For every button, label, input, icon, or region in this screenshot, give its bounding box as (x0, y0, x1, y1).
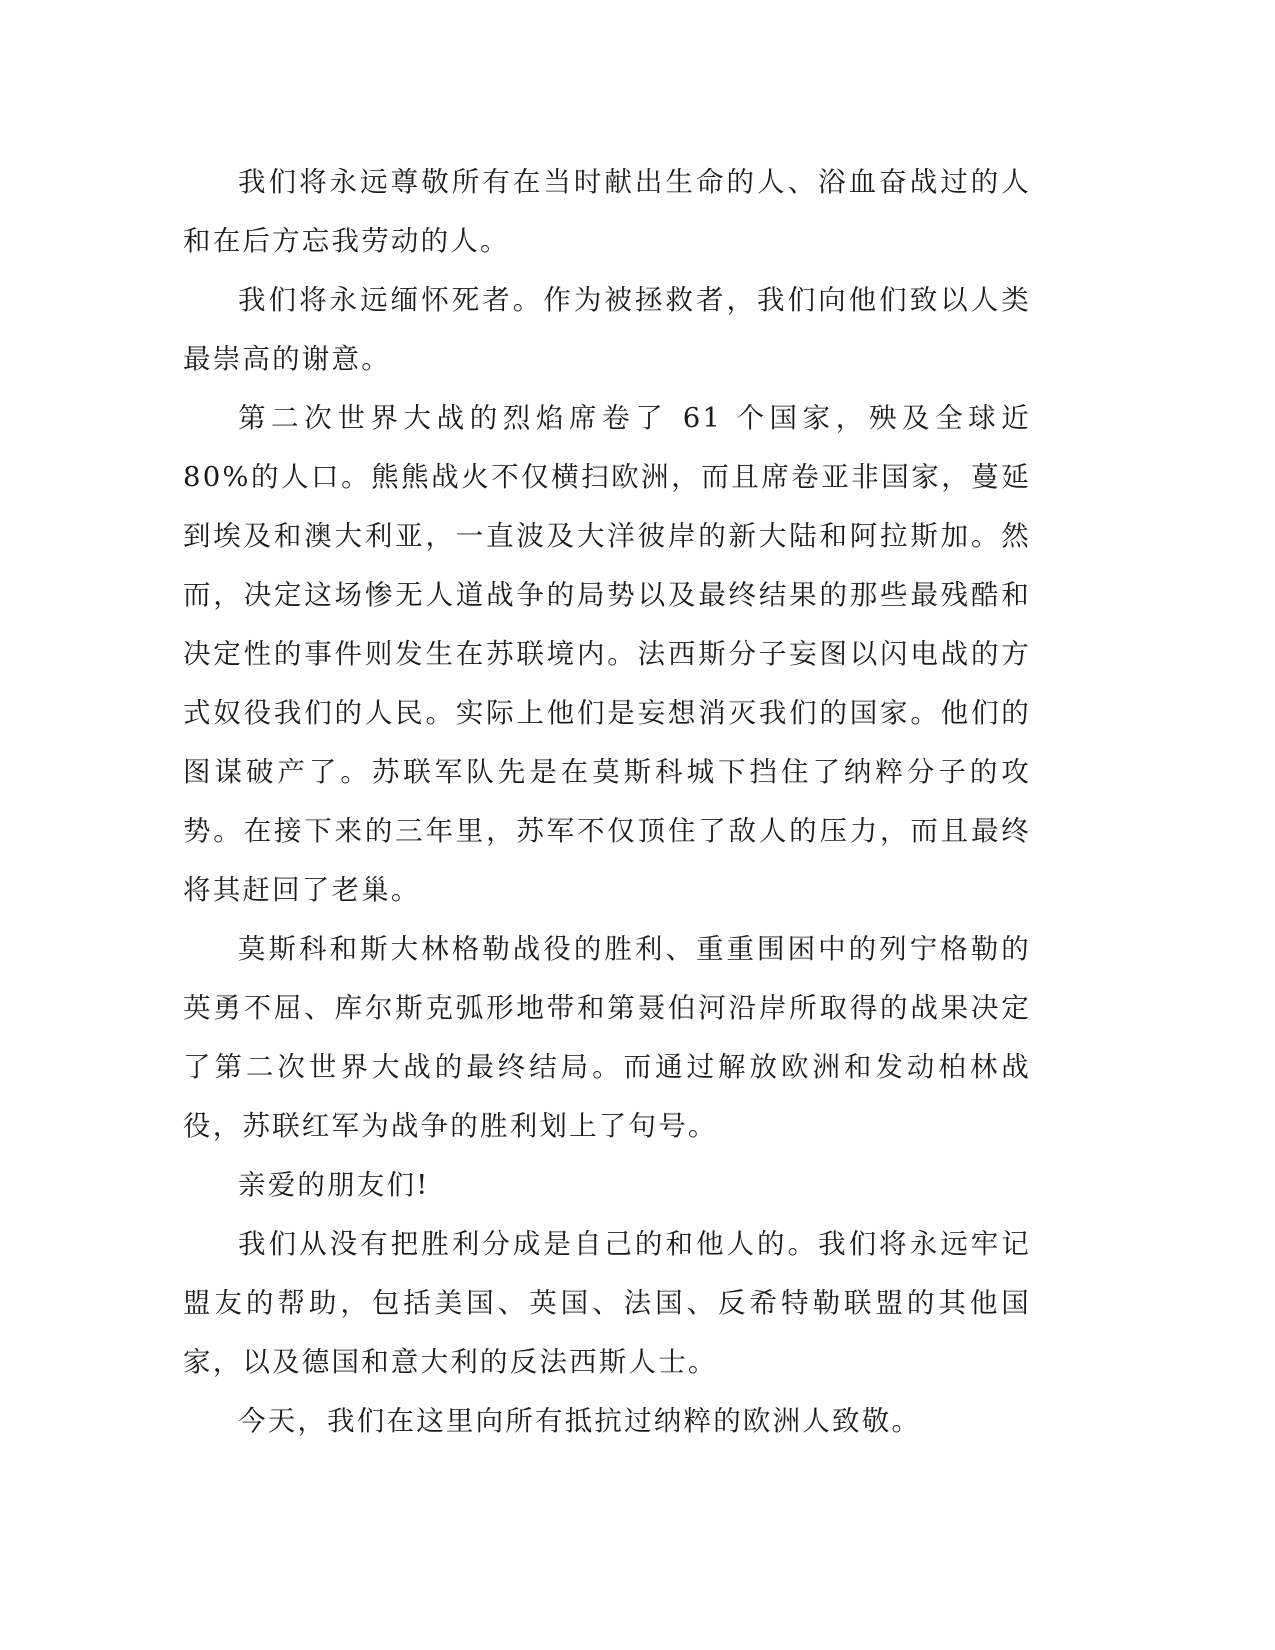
paragraph-decisive-battles: 莫斯科和斯大林格勒战役的胜利、重重围困中的列宁格勒的英勇不屈、库尔斯克弧形地带和第聂伯河沿岸所取得的战果决定了第二次世界大战的最终结局。而通过解放欧洲和发动柏林战役，苏联红军为战争的胜利划上了句号。 (183, 933, 1031, 1142)
paragraph-war-scope: 第二次世界大战的烈焰席卷了 61 个国家，殃及全球近 80%的人口。熊熊战火不仅横扫欧洲，而且席卷亚非国家，蔓延到埃及和澳大利亚，一直波及大洋彼岸的新大陆和阿拉斯加。然而，决定这场惨无人道战争的局势以及最终结果的那些最残酷和决定性的事件则发生在苏联境内。法西斯分子妄图以闪电战的方式奴役我们的人民。实际上他们是妄想消灭我们的国家。他们的图谋破产了。苏联军队先是在莫斯科城下挡住了纳粹分子的攻势。在接下来的三年里，苏军不仅顶住了敌人的压力，而且最终将其赶回了老巢。 (183, 402, 1031, 906)
paragraph-tribute: 我们将永远尊敬所有在当时献出生命的人、浴血奋战过的人和在后方忘我劳动的人。 (183, 166, 1031, 257)
paragraph-salute: 今天，我们在这里向所有抵抗过纳粹的欧洲人致敬。 (238, 1405, 922, 1437)
paragraph-remembrance: 我们将永远缅怀死者。作为被拯救者，我们向他们致以人类最崇高的谢意。 (183, 284, 1031, 375)
body-text (183, 153, 1031, 1451)
paragraph-greeting: 亲爱的朋友们! (238, 1169, 430, 1201)
paragraph-allies: 我们从没有把胜利分成是自己的和他人的。我们将永远牢记盟友的帮助，包括美国、英国、法国、反希特勒联盟的其他国家，以及德国和意大利的反法西斯人士。 (183, 1228, 1031, 1378)
